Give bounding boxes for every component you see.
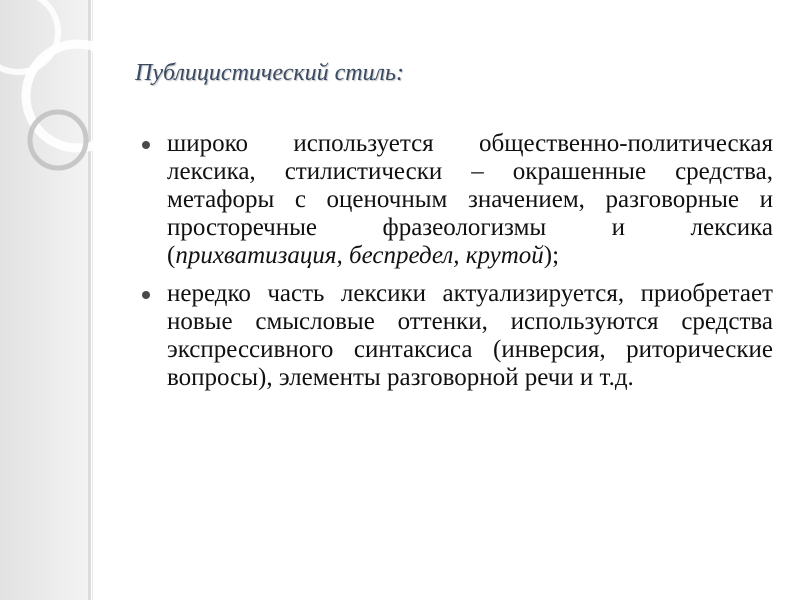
bullet-item bbox=[140, 280, 773, 392]
ring-large bbox=[26, 44, 130, 148]
bullet-text: нередко часть лексики актуализируется, приобретает новые смысловые оттенки, используются средства экспрессивного синтаксиса (инверсия, риторические вопросы), элементы разговорной речи и т.д. bbox=[167, 280, 773, 391]
bullet-text: широко используется общественно-политическая лексика, стилистически – окрашенные средства, метафоры с оценочным значением, разговорные и просторечные фразеологизмы и лексика ( bbox=[167, 130, 773, 269]
bullet-italic-examples: прихватизация, беспредел, крутой bbox=[175, 242, 544, 269]
bullet-text-end: ); bbox=[543, 242, 560, 269]
bullet-list bbox=[140, 130, 773, 402]
decorative-rings-graphic bbox=[0, 0, 140, 600]
slide-title: Публицистический стиль: bbox=[135, 60, 404, 86]
bullet-dot-icon bbox=[142, 141, 150, 149]
ring-top bbox=[0, 0, 58, 72]
bullet-item bbox=[140, 130, 773, 270]
bullet-dot-icon bbox=[142, 291, 150, 299]
